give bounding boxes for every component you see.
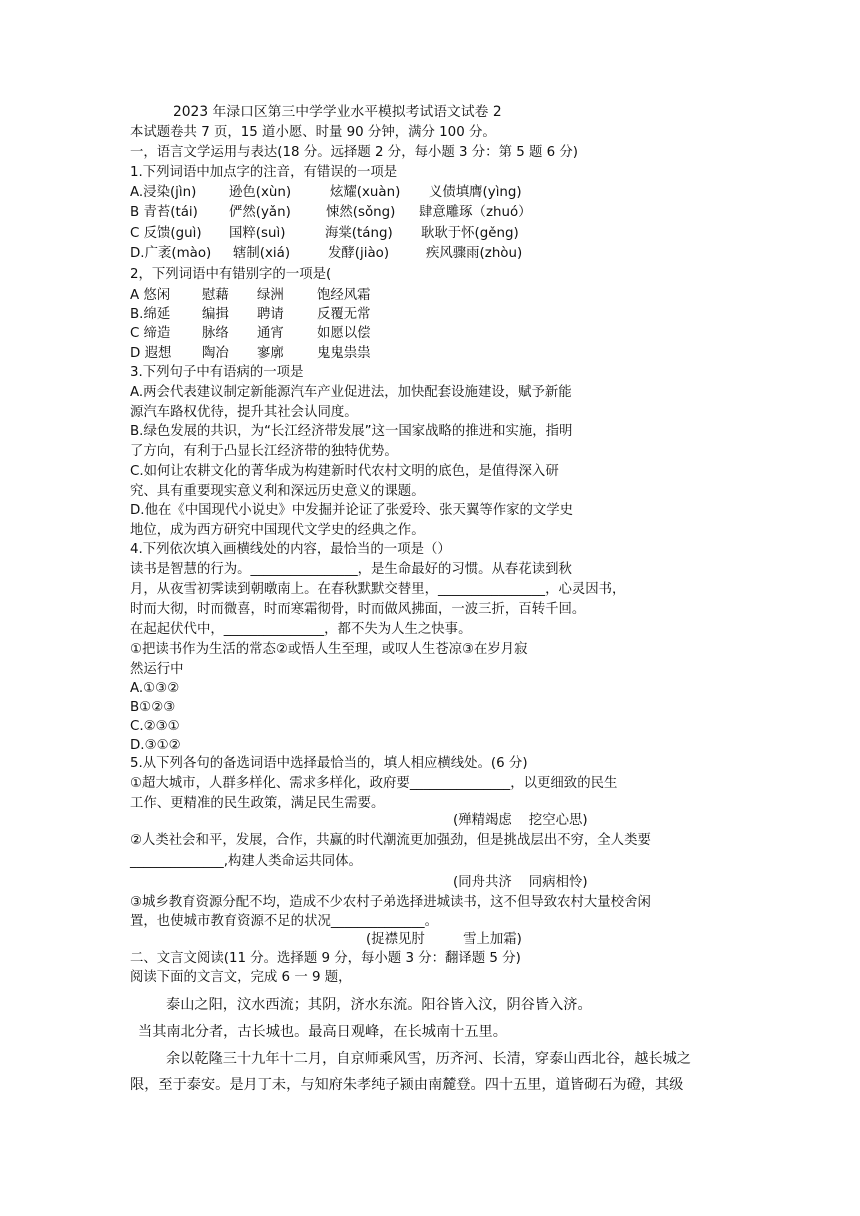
q3-line: 地位，成为西方研究中国现代文学史的经典之作。 <box>130 523 425 538</box>
q2-option-d-3: 寥廓 <box>257 346 284 361</box>
q2-option-c-4: 如愿以偿 <box>317 326 371 341</box>
q2-option-d-2: 陶冶 <box>202 346 229 361</box>
q2-option-b-4: 反覆无常 <box>317 307 371 322</box>
passage-paragraph: 余以乾隆三十九年十二月，自京师乘风雪，历齐河、长清，穿泰山西北谷，越长城之 <box>166 1051 691 1067</box>
q5-item3-line: 置，也使城市教育资源不足的状况______________。 <box>130 914 438 929</box>
q2-option-c-1: C 缔造 <box>130 326 171 341</box>
q4-option-c: C.②③① <box>130 719 180 734</box>
q1-option-b-2: 俨然(yǎn) <box>229 205 291 220</box>
q1-option-d-1: D.广袤(mào) <box>130 246 212 261</box>
q2-stem: 2，下列词语中有错别字的一项是( <box>130 267 332 282</box>
passage-paragraph: 限，至于泰安。是月丁未，与知府朱孝纯子颍由南麓登。四十五里，道皆砌石为磴，其级 <box>130 1077 684 1093</box>
q3-line: D.他在《中国现代小说史》中发掘并论证了张爱玲、张天翼等作家的文学史 <box>130 503 574 518</box>
q5-item2-line: ②人类社会和平，发展，合作，共赢的时代潮流更加强劲，但是挑战层出不穷，全人类要 <box>130 833 651 848</box>
q4-option-d: D.③①② <box>130 738 181 753</box>
q2-option-a-4: 饱经风霜 <box>317 288 371 303</box>
q1-option-a-3: 炫耀(xuàn) <box>330 185 401 200</box>
q2-option-c-2: 脉络 <box>202 326 229 341</box>
q4-line: 读书是智慧的行为。________________，是生命最好的习惯。从春花读到秋 <box>130 562 572 577</box>
q1-option-b-1: B 青苔(tái) <box>130 205 198 220</box>
q1-stem: 1.下列词语中加点字的注音，有错误的一项是 <box>130 165 398 180</box>
q3-line: 究、具有重要现实意义利和深远历史意义的课题。 <box>130 484 425 499</box>
q3-line: A.两会代表建议制定新能源汽车产业促进法，加快配套设施建设，赋予新能 <box>130 385 572 400</box>
q1-option-a-4: 义债填膺(yìng) <box>429 185 522 200</box>
q1-option-d-2: 辖制(xiá) <box>233 246 291 261</box>
q4-line: 时而大彻，时而微喜，时而寒霜彻骨，时而做风拂面，一波三折，百转千回。 <box>130 602 586 617</box>
q4-line: 在起起伏代中，_______________，都不失为人生之快事。 <box>130 622 472 637</box>
q2-option-d-1: D 遐想 <box>130 346 172 361</box>
q4-line: 月，从夜雪初霁读到朝暾南上。在春秋默默交替里，________________，心灵因书， <box>130 582 626 597</box>
q3-line: 源汽车路权优待，提升其社会认同度。 <box>130 405 358 420</box>
q1-option-a-2: 逊色(xùn) <box>229 185 292 200</box>
q4-line: ①把读书作为生活的常态②或悟人生至理，或叹人生苍凉③在岁月寂 <box>130 642 528 657</box>
q2-option-c-3: 通宵 <box>257 326 284 341</box>
q4-option-b: B①②③ <box>130 700 176 715</box>
section2-instruction: 阅读下面的文言文，完成 6 一 9 题， <box>130 970 352 985</box>
q1-option-d-4: 疾风骤雨(zhòu) <box>426 246 523 261</box>
q2-option-a-3: 绿洲 <box>257 288 284 303</box>
q1-option-c-2: 国粹(suì) <box>229 226 286 241</box>
q5-item1-line: 工作、更精准的民生政策，满足民生需要。 <box>130 796 385 811</box>
q5-stem: 5.从下列各句的备选词语中选择最恰当的，填人相应横线处。(6 分) <box>130 756 528 771</box>
q2-option-d-4: 鬼鬼祟祟 <box>317 346 371 361</box>
q5-item1-choices: (殚精竭虑 挖空心思) <box>453 813 588 828</box>
q4-option-a: A.①③② <box>130 681 180 696</box>
q2-option-b-1: B.绵延 <box>130 307 171 322</box>
q2-option-a-1: A 悠闲 <box>130 288 171 303</box>
exam-intro: 本试题卷共 7 页，15 道小愿、时量 90 分钟，满分 100 分。 <box>130 125 496 140</box>
q3-line: 了方向，有利于凸显长江经济带的独特优势。 <box>130 444 398 459</box>
q1-option-d-3: 发酵(jiào) <box>328 246 390 261</box>
exam-title: 2023 年渌口区第三中学学业水平模拟考试语文试卷 2 <box>173 104 502 120</box>
q2-option-a-2: 慰藉 <box>202 288 229 303</box>
q3-line: B.绿色发展的共识，为“长江经济带发展”这一国家战略的推进和实施，指明 <box>130 424 573 439</box>
q5-item1-line: ①超大城市，人群多样化、需求多样化，政府要_______________，以更细致的民生 <box>130 776 618 791</box>
q5-item2-line: ______________,构建人类命运共同体。 <box>130 854 362 869</box>
q1-option-b-4: 肆意雕琢（zhuó） <box>419 205 532 220</box>
passage-paragraph: 当其南北分者，古长城也。最高日观峰，在长城南十五里。 <box>138 1024 507 1040</box>
q5-item3-choices: (捉襟见肘 雪上加霜) <box>366 932 522 947</box>
q1-option-a-1: A.浸染(jìn) <box>130 185 197 200</box>
q4-stem: 4.下列依次填入画横线处的内容，最恰当的一项是（） <box>130 542 451 557</box>
q5-item3-line: ③城乡教育资源分配不均，造成不少农村子弟选择进城读书，这不但导致农村大量校舍闲 <box>130 895 651 910</box>
q3-line: C.如何让农耕文化的菁华成为构建新时代农村文明的底色，是值得深入研 <box>130 464 559 479</box>
q1-option-c-3: 海棠(táng) <box>325 226 393 241</box>
passage-paragraph: 泰山之阳，汶水西流；其阴，济水东流。阳谷皆入汶，阴谷皆入济。 <box>166 997 592 1013</box>
section2-heading: 二、文言文阅读(11 分。选择题 9 分，每小题 3 分：翻译题 5 分) <box>130 951 521 966</box>
q2-option-b-3: 聘请 <box>257 307 284 322</box>
section1-heading: 一，语言文学运用与表达(18 分。远择题 2 分，每小题 3 分：第 5 题 6 分) <box>130 145 579 160</box>
q3-stem: 3.下列句子中有语病的一项是 <box>130 365 304 380</box>
q4-line: 然运行中 <box>130 662 184 677</box>
q5-item2-choices: (同舟共济 同病相怜) <box>453 875 588 890</box>
q1-option-c-1: C 反馈(guì) <box>130 226 202 241</box>
q1-option-c-4: 耿耿于怀(gěng) <box>421 226 519 241</box>
q1-option-b-3: 悚然(sǒng) <box>326 205 396 220</box>
q2-option-b-2: 编揖 <box>202 307 229 322</box>
